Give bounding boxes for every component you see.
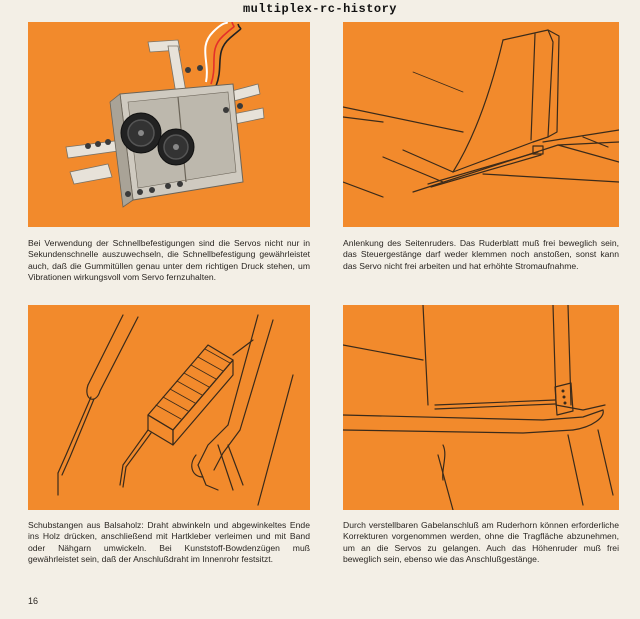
caption-balsa-pushrods: Schubstangen aus Balsaholz: Draht abwinkeln und abgewinkeltes Ende ins Holz drücken, anschließend mit Hartkleber verleimen und mit Band oder Nähgarn umwickeln. Bei Kunststoff-Bowdenzügen muß gewährleistet sein, daß der Anschlußdraht im Innenrohr festsitzt. [28, 520, 310, 565]
clevis-horn-illustration [343, 305, 619, 510]
caption-rudder-linkage: Anlenkung des Seitenruders. Das Ruderblatt muß frei beweglich sein, das Steuergestänge darf weder klemmen noch anstoßen, sonst kann das Servo nicht frei arbeiten und hat erhöhte Stromaufnahme. [343, 238, 619, 271]
balsa-pushrod-drawing [28, 305, 310, 510]
caption-clevis-horn: Durch verstellbaren Gabelanschluß am Ruderhorn können erforderliche Korrekturen vorgenommen werden, ohne die Tragfläche abzunehmen, um an die Servos zu gelangen. Auch das Höhenruder muß frei beweglich sein, ebenso wie das Anschlußgestänge. [343, 520, 619, 565]
caption-servo-mount: Bei Verwendung der Schnellbefestigungen sind die Servos nicht nur in Sekundenschnelle auszuwechseln, die Schnellbefestigung gewährleistet auch, daß die Gummitüllen genau unter dem richtigen Druck stehen, um Vibrationen wirkungsvoll vom Servo fernzuhalten. [28, 238, 310, 283]
rudder-linkage-illustration [343, 22, 619, 227]
page-number: 16 [28, 596, 39, 606]
rudder-linkage-drawing [343, 22, 619, 227]
site-watermark-header: multiplex-rc-history [242, 2, 398, 16]
balsa-pushrod-illustration [28, 305, 310, 510]
servo-mount-illustration [28, 22, 310, 227]
servo-mount-photo [28, 22, 310, 227]
clevis-horn-drawing [343, 305, 619, 510]
